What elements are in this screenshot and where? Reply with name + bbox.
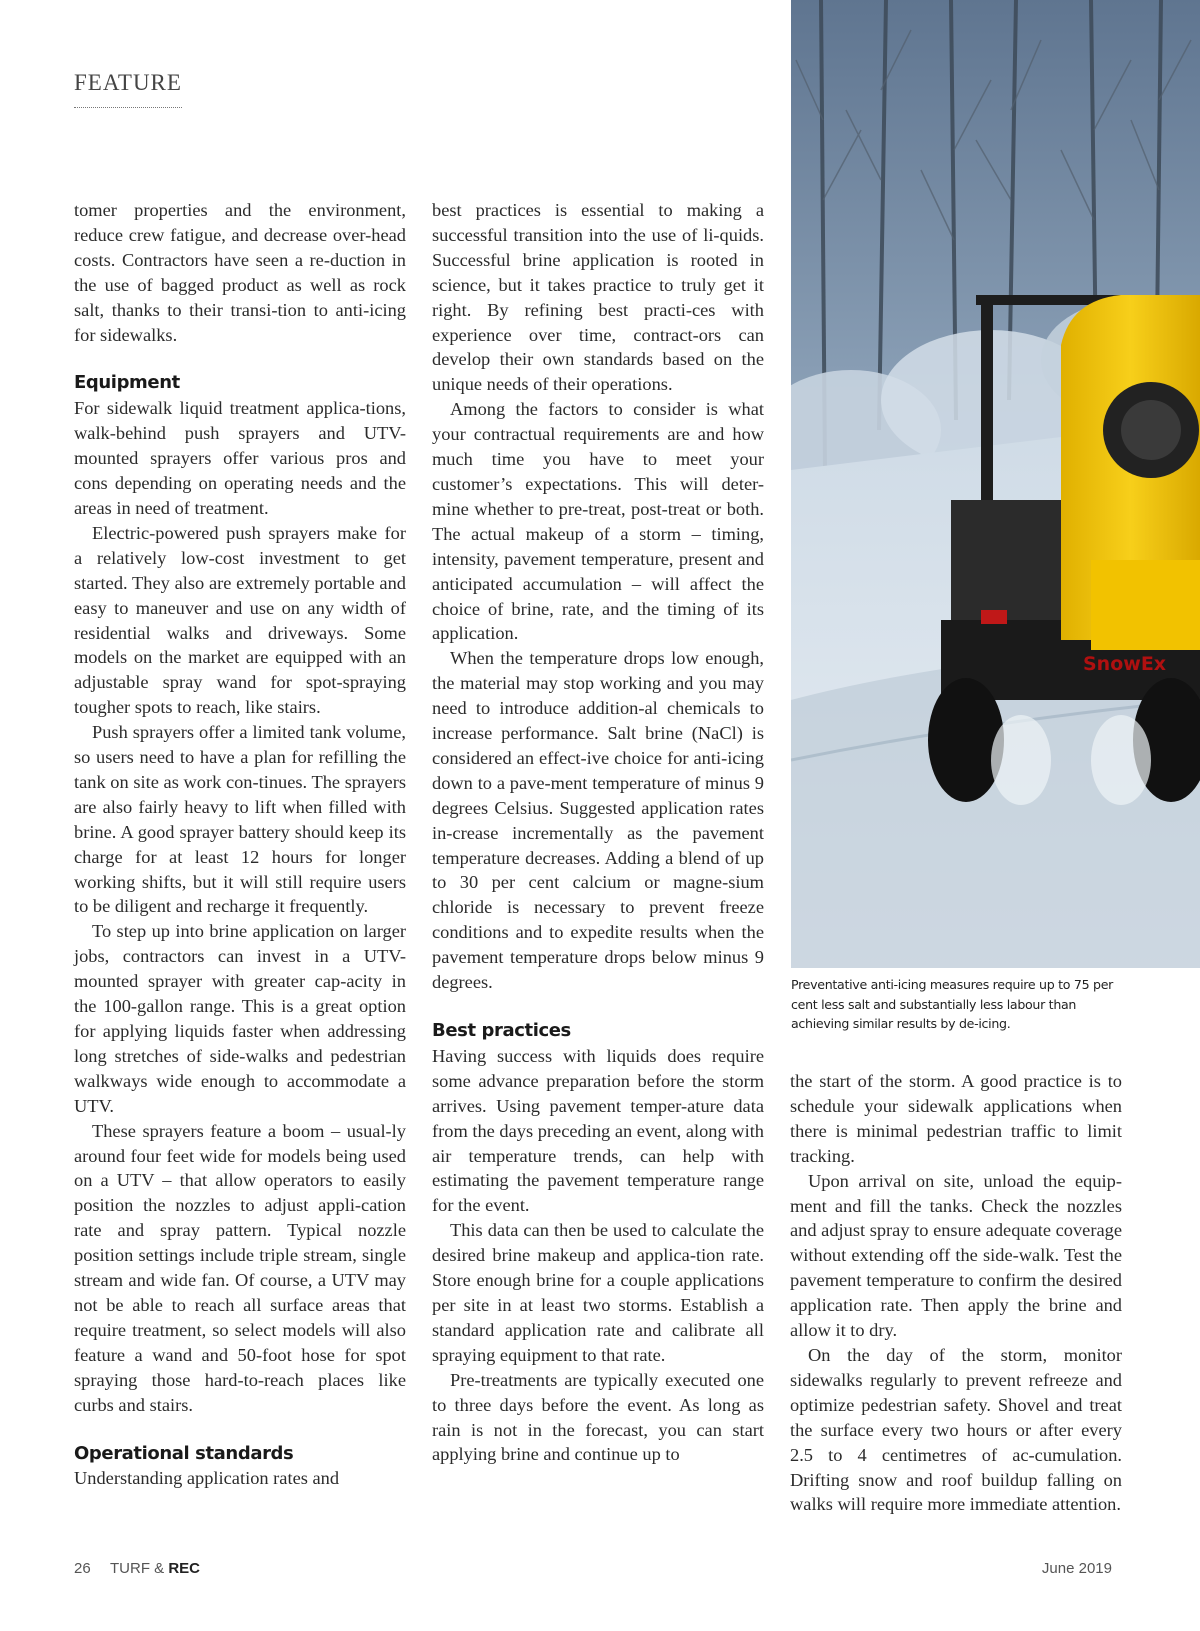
page-number: 26	[74, 1560, 91, 1577]
section-rule	[74, 107, 182, 108]
paragraph: Understanding application rates and	[74, 1468, 340, 1489]
sprayer-brand-text: SnowEx	[1083, 653, 1167, 675]
subheading-best-practices: Best practices	[432, 1020, 571, 1041]
section-label: FEATURE	[74, 70, 182, 95]
column-1	[74, 198, 406, 1491]
paragraph: Electric-powered push sprayers make for a relatively low-cost investment to get started. They also are extremely portable and easy to maneuver and use on any width of residential walks and driveways. Some models on the market are equipped with an adjustable spray wand for spot-spraying tougher spots to reach, like stairs.	[74, 522, 406, 718]
paragraph: tomer properties and the environment, reduce crew fatigue, and decrease over-head costs. Contractors have seen a re-duction in the use of bagged product as well as rock salt, thanks to their transi-tion to anti-icing for sidewalks.	[74, 200, 406, 345]
paragraph: This data can then be used to calculate the desired brine makeup and applica-tion rate. Store enough brine for a couple applications per site in at least two storms. Establish a standard application rate and calibrate all spraying equipment to that rate.	[432, 1220, 764, 1365]
paragraph: To step up into brine application on larger jobs, contractors can invest in a UTV-mounted sprayer with greater cap-acity in the 100-gallon range. This is a great option for applying liquids faster when addressing long stretches of side-walks and pedestrian walkways wide enough to accommodate a UTV.	[74, 921, 406, 1116]
subheading-equipment: Equipment	[74, 372, 180, 394]
photo-caption: Preventative anti-icing measures require up to 75 per cent less salt and substantially less labour than achieving similar results by de-icing.	[791, 977, 1114, 1031]
paragraph: Pre-treatments are typically executed one to three days before the event. As long as rain is not in the forecast, you can start applying brine and continue up to	[432, 1369, 764, 1465]
paragraph: These sprayers feature a boom – usual-ly around four feet wide for models being used on a UTV – that allow operators to easily position the nozzles to adjust appli-cation rate and spray pattern. Typical nozzle position settings include triple stream, single stream and wide fan. Of course, a UTV may not be able to reach all surface areas that require treatment, so select models will also feature a wand and 50-foot hose for spot spraying those hard-to-reach places like curbs and stairs.	[74, 1120, 406, 1415]
publication-name	[110, 1560, 200, 1577]
publication-name-a: TURF &	[110, 1560, 169, 1577]
paragraph: Among the factors to consider is what your contractual requirements are and how much time you have to meet your customer’s expectations. This will deter-mine whether to pre-treat, post-treat or both. The actual makeup of a storm – timing, intensity, pavement temperature, present and anticipated accumulation – will affect the choice of brine, rate, and the timing of its application.	[432, 399, 764, 644]
photo-utv-sprayer	[791, 0, 1200, 968]
publication-name-b: REC	[168, 1560, 201, 1577]
paragraph: Push sprayers offer a limited tank volume, so users need to have a plan for refilling the tank on site as work con-tinues. The sprayers are also fairly heavy to lift when filled with brine. A good sprayer battery should keep its charge for at least 12 hours for longer working shifts, but it will still require users to be diligent and recharge it frequently.	[74, 722, 406, 917]
paragraph: Upon arrival on site, unload the equip-ment and fill the tanks. Check the nozzles and adjust spray to ensure adequate coverage without extending off the side-walk. Test the pavement temperature to confirm the desired application rate. Then apply the brine and allow it to dry.	[790, 1170, 1122, 1341]
column-3	[790, 1069, 1122, 1517]
issue-date: June 2019	[1041, 1560, 1112, 1577]
paragraph: When the temperature drops low enough, the material may stop working and you may need to introduce addition-al chemicals to increase performance. Salt brine (NaCl) is considered an effect-ive choice for anti-icing down to a pave-ment temperature of minus 9 degrees Celsius. Suggested application rates in-crease incrementally as the pavement temperature decreases. Adding a blend of up to 30 per cent calcium or magne-sium chloride is necessary to prevent freeze conditions and to expedite results when the pavement temperature drops below minus 9 degrees.	[432, 648, 764, 993]
paragraph: Having success with liquids does require some advance preparation before the storm arrives. Using pavement temper-ature data from the days preceding an event, along with air temperature trends, can help with estimating the pavement temperature range for the event.	[432, 1045, 764, 1216]
paragraph: the start of the storm. A good practice is to schedule your sidewalk applications when there is minimal pedestrian traffic to limit tracking.	[790, 1071, 1122, 1166]
column-2	[432, 198, 764, 1467]
snowy-road-illustration	[791, 0, 1200, 968]
paragraph: For sidewalk liquid treatment applica-tions, walk-behind push sprayers and UTV-mounted sprayers offer various pros and cons depending on operating needs and the areas in need of treatment.	[74, 398, 406, 518]
paragraph: On the day of the storm, monitor sidewalks regularly to prevent refreeze and optimize pedestrian safety. Shovel and treat the surface every two hours or after every 2.5 to 4 centimetres of ac-cumulation. Drifting snow and roof buildup falling on walks will require more immediate attention.	[790, 1344, 1122, 1515]
subheading-operational-standards: Operational standards	[74, 1442, 294, 1464]
paragraph: best practices is essential to making a successful transition into the use of li-quids. Successful brine application is rooted in science, but it takes practice to truly get it right. By refining best practi-ces with experience over time, contract-ors can develop their own standards based on the unique needs of their operations.	[432, 200, 764, 395]
